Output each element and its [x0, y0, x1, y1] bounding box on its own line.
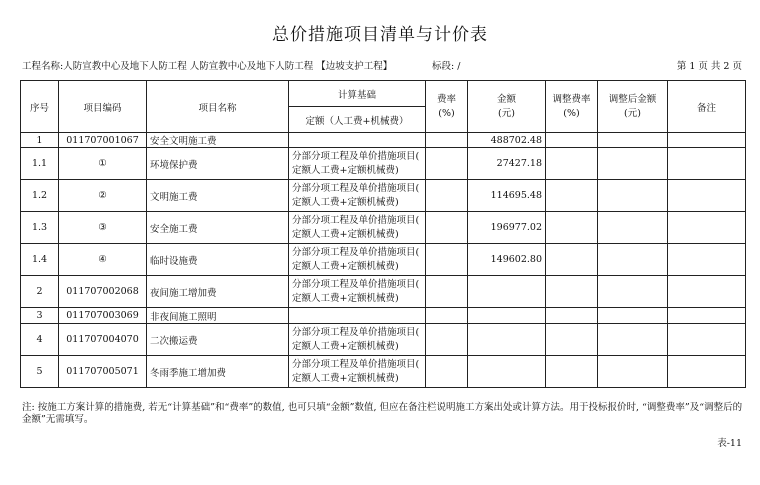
row-seq: 3 [21, 308, 59, 324]
header-rate [426, 81, 468, 133]
header-calc-base-sub: 定额（人工费+机械费） [289, 107, 426, 133]
row-adj-amount [598, 133, 668, 148]
row-name: 环境保护费 [147, 148, 289, 180]
row-calc-base-line1: 分部分项工程及单价措施项目( [292, 150, 420, 162]
row-calc-base-line2: 定额人工费+定额机械费) [292, 340, 399, 352]
header-amount-unit: (元) [498, 107, 515, 119]
row-name: 安全施工费 [147, 212, 289, 244]
row-amount [468, 308, 546, 324]
row-rate [426, 133, 468, 148]
row-calc-base-line2: 定额人工费+定额机械费) [292, 260, 399, 272]
header-remark: 备注 [668, 81, 746, 133]
row-adj-rate [546, 276, 598, 308]
row-amount: 149602.80 [468, 244, 546, 276]
section-value: / [457, 61, 461, 72]
row-amount: 114695.48 [468, 180, 546, 212]
row-code: 011707003069 [59, 308, 147, 324]
header-calc-base: 计算基础 [289, 81, 426, 107]
table-row [21, 133, 746, 148]
row-rate [426, 212, 468, 244]
row-calc-base-line1: 分部分项工程及单价措施项目( [292, 182, 420, 194]
row-name: 非夜间施工照明 [147, 308, 289, 324]
row-calc-base [289, 356, 426, 388]
row-seq: 5 [21, 356, 59, 388]
row-rate [426, 244, 468, 276]
row-calc-base-line2: 定额人工费+定额机械费) [292, 228, 399, 240]
row-seq: 4 [21, 324, 59, 356]
row-code: 011707002068 [59, 276, 147, 308]
project-info [22, 58, 392, 72]
table-row [21, 212, 746, 244]
row-remark [668, 244, 746, 276]
row-calc-base [289, 212, 426, 244]
row-name: 安全文明施工费 [147, 133, 289, 148]
section-info [432, 58, 460, 72]
row-rate [426, 324, 468, 356]
row-adj-amount [598, 180, 668, 212]
header-adj-amount [598, 81, 668, 133]
row-calc-base [289, 244, 426, 276]
section-label: 标段: [432, 61, 455, 72]
row-seq: 1.2 [21, 180, 59, 212]
row-calc-base-line1: 分部分项工程及单价措施项目( [292, 358, 420, 370]
row-name: 夜间施工增加费 [147, 276, 289, 308]
row-rate [426, 308, 468, 324]
page-info: 第 1 页 共 2 页 [676, 61, 742, 72]
row-adj-amount [598, 212, 668, 244]
row-remark [668, 308, 746, 324]
row-remark [668, 356, 746, 388]
row-adj-rate [546, 244, 598, 276]
row-adj-rate [546, 324, 598, 356]
header-adj-amount-unit: (元) [624, 107, 641, 119]
row-calc-base-line1: 分部分项工程及单价措施项目( [292, 278, 420, 290]
measures-table [20, 80, 746, 388]
row-adj-amount [598, 324, 668, 356]
row-name: 文明施工费 [147, 180, 289, 212]
header-name: 项目名称 [147, 81, 289, 133]
row-code: ③ [59, 212, 147, 244]
row-calc-base-line1: 分部分项工程及单价措施项目( [292, 246, 420, 258]
row-amount: 27427.18 [468, 148, 546, 180]
row-calc-base-line1: 分部分项工程及单价措施项目( [292, 326, 420, 338]
project-label: 工程名称: [22, 61, 64, 72]
row-calc-base [289, 180, 426, 212]
row-code: ④ [59, 244, 147, 276]
row-calc-base [289, 148, 426, 180]
row-calc-base-line2: 定额人工费+定额机械费) [292, 196, 399, 208]
table-row [21, 180, 746, 212]
footnote: 注: 按施工方案计算的措施费, 若无“计算基础”和“费率”的数值, 也可只填“金额”数值, 但应在备注栏说明施工方案出处或计算方法。用于投标报价时, “调整费率”及“调整后的金额”无需填写。 [22, 402, 743, 425]
row-rate [426, 148, 468, 180]
row-code: 011707005071 [59, 356, 147, 388]
row-calc-base-line2: 定额人工费+定额机械费) [292, 372, 399, 384]
row-seq: 2 [21, 276, 59, 308]
header-adj-rate-label: 调整费率 [552, 93, 591, 105]
row-remark [668, 276, 746, 308]
row-remark [668, 133, 746, 148]
row-calc-base-line1: 分部分项工程及单价措施项目( [292, 214, 420, 226]
row-adj-amount [598, 276, 668, 308]
table-row [21, 356, 746, 388]
table-row [21, 244, 746, 276]
row-remark [668, 212, 746, 244]
row-adj-rate [546, 212, 598, 244]
header-seq: 序号 [21, 81, 59, 133]
row-adj-amount [598, 356, 668, 388]
table-row [21, 308, 746, 324]
row-amount [468, 356, 546, 388]
row-adj-amount [598, 308, 668, 324]
row-adj-rate [546, 180, 598, 212]
header-adj-rate-unit: (%) [563, 107, 580, 119]
row-amount [468, 276, 546, 308]
header-adj-amount-label: 调整后金额 [608, 93, 657, 105]
row-calc-base [289, 324, 426, 356]
row-remark [668, 324, 746, 356]
header-amount [468, 81, 546, 133]
table-code: 表-11 [717, 438, 742, 449]
row-rate [426, 180, 468, 212]
row-rate [426, 356, 468, 388]
row-rate [426, 276, 468, 308]
row-adj-amount [598, 148, 668, 180]
row-code: 011707004070 [59, 324, 147, 356]
row-name: 二次搬运费 [147, 324, 289, 356]
row-code: 011707001067 [59, 133, 147, 148]
row-name: 临时设施费 [147, 244, 289, 276]
row-calc-base [289, 308, 426, 324]
table-row [21, 324, 746, 356]
table-row [21, 148, 746, 180]
header-adj-rate [546, 81, 598, 133]
row-code: ② [59, 180, 147, 212]
row-calc-base [289, 276, 426, 308]
header-rate-unit: (%) [438, 107, 455, 119]
row-remark [668, 180, 746, 212]
row-seq: 1 [21, 133, 59, 148]
row-calc-base [289, 133, 426, 148]
header-code: 项目编码 [59, 81, 147, 133]
row-amount [468, 324, 546, 356]
row-calc-base-line2: 定额人工费+定额机械费) [292, 164, 399, 176]
row-adj-rate [546, 356, 598, 388]
row-amount: 488702.48 [468, 133, 546, 148]
row-seq: 1.4 [21, 244, 59, 276]
row-name: 冬雨季施工增加费 [147, 356, 289, 388]
row-calc-base-line2: 定额人工费+定额机械费) [292, 292, 399, 304]
row-adj-rate [546, 308, 598, 324]
row-adj-rate [546, 133, 598, 148]
row-code: ① [59, 148, 147, 180]
row-amount: 196977.02 [468, 212, 546, 244]
row-seq: 1.1 [21, 148, 59, 180]
table-row [21, 276, 746, 308]
row-adj-amount [598, 244, 668, 276]
row-seq: 1.3 [21, 212, 59, 244]
page-title: 总价措施项目清单与计价表 [272, 25, 488, 45]
row-adj-rate [546, 148, 598, 180]
project-name: 人防宣教中心及地下人防工程 人防宣教中心及地下人防工程 【边坡支护工程】 [63, 61, 393, 72]
header-amount-label: 金额 [496, 93, 516, 105]
row-remark [668, 148, 746, 180]
header-rate-label: 费率 [436, 93, 456, 105]
